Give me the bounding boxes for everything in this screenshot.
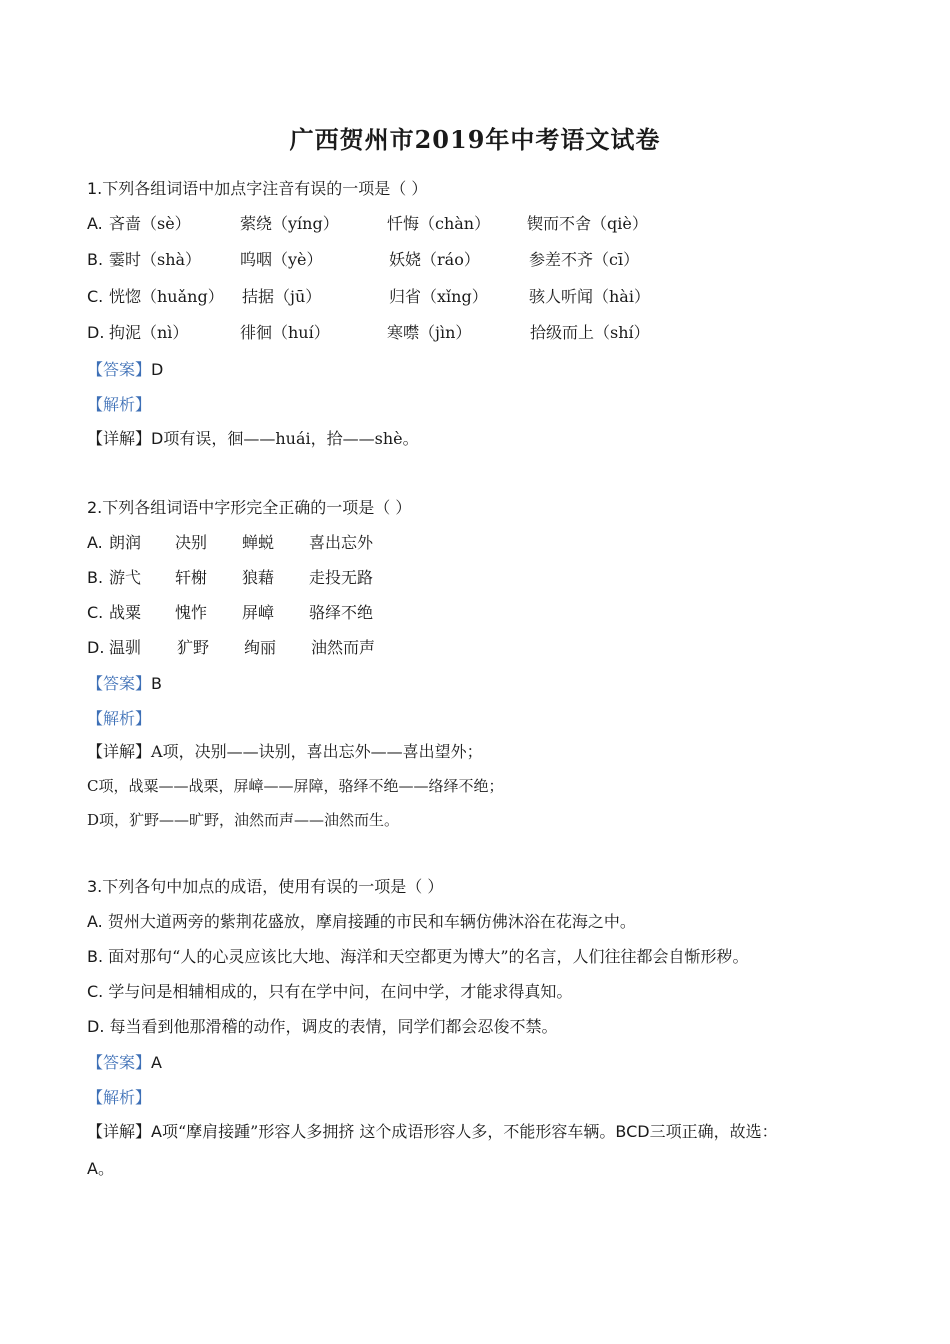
q1-analysis-label: 【解析】	[87, 395, 152, 414]
q1-detail: 【详解】D项有误，徊——huái，拾——shè。	[87, 429, 419, 448]
q1-stem: 1.下列各组词语中加点字注音有误的一项是（ ）	[87, 179, 428, 198]
q3-detail-1: 【详解】A项“摩肩接踵”形容人多拥挤 这个成语形容人多，不能形容车辆。BCD三项正确，故选：	[87, 1122, 778, 1141]
q3-option-b: B. 面对那句“人的心灵应该比大地、海洋和天空都更为博大”的名言，人们往往都会自惭形秽。	[87, 947, 749, 966]
q3-option-a: A. 贺州大道两旁的紫荆花盛放，摩肩接踵的市民和车辆仿佛沐浴在花海之中。	[87, 912, 636, 931]
q2-answer: 【答案】B	[87, 674, 162, 693]
q3-option-d: D. 每当看到他那滑稽的动作，调皮的表情，同学们都会忍俊不禁。	[87, 1017, 558, 1036]
q2-stem: 2.下列各组词语中字形完全正确的一项是（ ）	[87, 498, 412, 517]
page-title: 广西贺州市2019年中考语文试卷	[289, 125, 661, 154]
q3-answer: 【答案】A	[87, 1053, 162, 1072]
q2-detail-1: 【详解】A项，决别——诀别，喜出忘外——喜出望外；	[87, 742, 483, 761]
q3-option-c: C. 学与问是相辅相成的，只有在学中问，在问中学，才能求得真知。	[87, 982, 573, 1001]
q3-stem: 3.下列各句中加点的成语，使用有误的一项是（ ）	[87, 877, 444, 896]
exam-page: 广西贺州市2019年中考语文试卷 1.下列各组词语中加点字注音有误的一项是（ ） A. 吝啬（sè） 萦绕（yíng） 忏悔（chàn） 锲而不舍（qiè） B. 霎时（shà） 呜咽（yè） 妖娆（ráo） 参差不齐（cī） C. 恍惚（huǎng） 拮据（jū） 归省（xǐng） 骇人听闻（hài） D. 拘泥（nì） 徘徊（huí） 寒噤（jìn） 拾级而上（shí） 【答案】D 【解析】 【详解】D项有误，徊——huái，拾——shè。 2.下列各组词语中字形完全正确的一项是（ ） A. 朗润 决别 蝉蜕 喜出忘外 B. 游弋 轩榭 狼藉 走投无路 C. 战粟 愧怍 屏嶂 骆绎不绝 D. 温驯 犷野 绚丽 油然而声 【答案】B 【解析】 【详解】A项，决别——诀别，喜出忘外——喜出望外； C项，战粟——战栗，屏嶂——屏障，骆绎不绝——络绎不绝； D项，犷野——旷野，油然而声——油然而生。 3.下列各句中加点的成语，使用有误的一项是（ ） A. 贺州大道两旁的紫荆花盛放，摩肩接踵的市民和车辆仿佛沐浴在花海之中。 B. 面对那句“人的心灵应该比大地、海洋和天空都更为博大”的名言，人们往往都会自惭形秽。 C. 学与问是相辅相成的，只有在学中问，在问中学，才能求得真知。 D. 每当看到他那滑稽的动作，调皮的表情，同学们都会忍俊不禁。 【答案】A 【解析】 【详解】A项“摩肩接踵”形容人多拥挤 这个成语形容人多，不能形容车辆。BCD三项正确，故选： A。	[0, 0, 950, 1344]
q2-analysis-label: 【解析】	[87, 709, 152, 728]
q3-detail-2: A。	[87, 1159, 114, 1178]
q2-detail-3: D项，犷野——旷野，油然而声——油然而生。	[87, 811, 400, 829]
q3-analysis-label: 【解析】	[87, 1088, 152, 1107]
q1-answer: 【答案】D	[87, 360, 164, 379]
q2-detail-2: C项，战粟——战栗，屏嶂——屏障，骆绎不绝——络绎不绝；	[87, 777, 504, 795]
